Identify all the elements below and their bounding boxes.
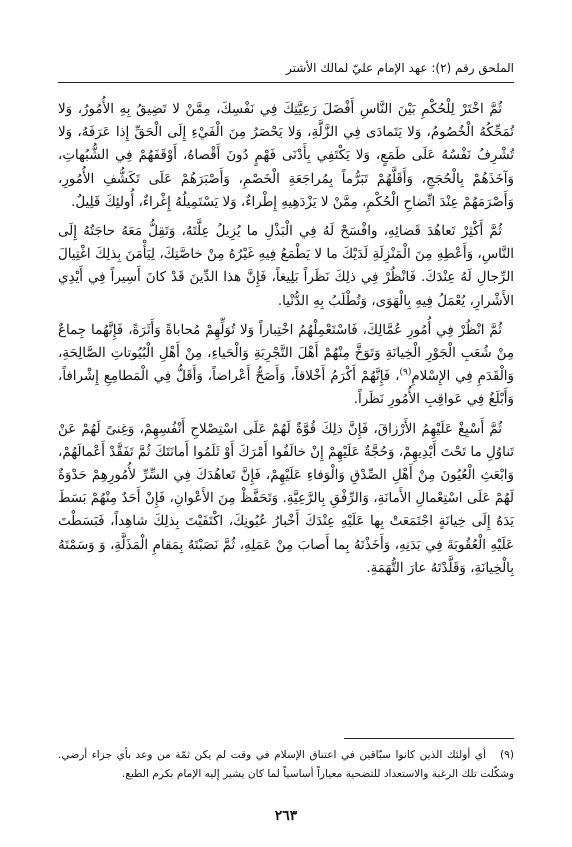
header-divider [58, 82, 514, 83]
paragraph-officials [58, 319, 514, 412]
main-text [58, 98, 514, 586]
footnote-divider [344, 738, 514, 739]
footnote-reference: (٩) [399, 367, 412, 378]
running-head: الملحق رقم (٢): عهد الإمام عليّ لمالك الأشتر [285, 61, 514, 75]
paragraph-judge-care: ثُمَّ أَكْثِرْ تَعاهُدَ قَضائِهِ، وافْسَحْ لَهُ فِي الْبَذْلِ ما يُزِيلُ عِلَّتَهُ، وَتَقِلُّ مَعَهُ حاجَتُهُ إِلَى النَّاسِ، وَأَعْطِهِ مِنَ الْمَنْزِلَةِ لَدَيْكَ ما لا يَطْمَعُ فِيهِ غَيْرُهُ مِنْ خاصَّتِكَ، لِيَأْمَنَ بِذلِكَ اغْتِيالَ الرِّجالِ لَهُ عِنْدَكَ. فَانْظُرْ فِي ذلِكَ نَظَراً بَلِيغاً، فَإِنَّ هذا الدِّينَ قَدْ كانَ أَسِيراً فِي أَيْدِي الأَشْرارِ، يُعْمَلُ فِيهِ بِالْهَوَى، وَتُطْلَبُ بِهِ الدُّنْيا. [58, 224, 514, 309]
footnote-number: (٩) [500, 749, 514, 761]
footnote [58, 746, 514, 784]
paragraph-judges: ثُمَّ اخْتَرْ لِلْحُكْمِ بَيْنَ النَّاسِ أَفْضَلَ رَعِيَّتِكَ فِي نَفْسِكَ، مِمَّنْ لا تَضِيقُ بِهِ الأُمُورُ، وَلا تُمَحِّكُهُ الْخُصُومُ، وَلا يَتَمادَى فِي الزَّلَّةِ، وَلا يَحْصَرُ مِنَ الْفَيْءِ إِلَى الْحَقِّ إِذا عَرَفَهُ، وَلا تُشْرِفُ نَفْسُهُ عَلَى طَمَعٍ، وَلا يَكْتَفِي بِأَدْنَى فَهْمٍ دُونَ أَقْصاهُ، أَوْقَفَهُمْ فِي الشُّبُهاتِ، وَآخَذَهُمْ بِالْحُجَجِ، وَأَقَلَّهُمْ تَبَرُّماً بِمُراجَعَةِ الْخَصْمِ، وَأَصْبَرَهُمْ عَلَى تَكَشُّفِ الأُمُورِ، وَأَصْرَمَهُمْ عِنْدَ اتِّضاحِ الْحُكْمِ، مِمَّنْ لا يَزْدَهِيهِ إِطْراءٌ، وَلا يَسْتَمِيلُهُ إِغْراءٌ، أُولئِكَ قَلِيلٌ. [58, 102, 514, 210]
paragraph-salaries: ثُمَّ أَسْبِغْ عَلَيْهِمُ الأَرْزاقَ، فَإِنَّ ذلِكَ قُوَّةٌ لَهُمْ عَلَى اسْتِصْلاحِ أَنْفُسِهِمْ، وَغِنىً لَهُمْ عَنْ تَناوُلِ ما تَحْتَ أَيْدِيهِمْ، وَحُجَّةٌ عَلَيْهِمْ إِنْ خالَفُوا أَمْرَكَ أَوْ ثَلَمُوا أَمانَتَكَ ثُمَّ تَفَقَّدْ أَعْمالَهُمْ، وَابْعَثِ الْعُيُونَ مِنْ أَهْلِ الصِّدْقِ وَالْوَفاءِ عَلَيْهِمْ، فَإِنَّ تَعاهُدَكَ فِي السِّرِّ لأُمُورِهِمْ حَدْوَةٌ لَهُمْ عَلَى اسْتِعْمالِ الأَمانَةِ، وَالرِّفْقِ بِالرَّعِيَّةِ. وَتَحَفَّظْ مِنَ الأَعْوانِ، فَإِنْ أَحَدٌ مِنْهُمْ بَسَطَ يَدَهُ إِلَى خِيانَةٍ اجْتَمَعَتْ بِها عَلَيْهِ عِنْدَكَ أَخْبارُ عُيُونِكَ، اكْتَفَيْتَ بِذلِكَ شاهِداً، فَبَسَطْتَ عَلَيْهِ الْعُقُوبَةَ فِي بَدَنِهِ، وَأَخَذْتَهُ بِما أَصابَ مِنْ عَمَلِهِ، ثُمَّ نَصَبْتَهُ بِمَقامِ الْمَذَلَّةِ، وَ وَسَمْتَهُ بِالْخِيانَةِ، وَقَلَّدْتَهُ عارَ التُّهَمَةِ. [58, 421, 514, 576]
paragraph-officials-text-cont: ، فَإِنَّهُمْ أَكْرَمُ أَخْلاقاً، وَأَصَحُّ أَعْراضاً، وَأَقَلُّ فِي الْمَطامِعِ إِشْرافاً، وَأَبْلَغُ فِي عَواقِبِ الأُمُورِ نَظَراً. [58, 369, 514, 408]
page-number: ٢٦٣ [274, 808, 298, 824]
paragraph-officials-text: ثُمَّ انْظُرْ فِي أُمُورِ عُمَّالِكَ، فَاسْتَعْمِلْهُمُ اخْتِباراً وَلا تُوَلِّهِمْ مُحاباةً وَأَثَرَةً، فَإِنَّهُما جِماعٌ مِنْ شُعَبِ الْجَوْرِ الْخِيانَةِ وَتَوَخَّ مِنْهُمْ أَهْلَ التَّجْرِبَةِ وَالْحَياءِ، مِنْ أَهْلِ الْبُيُوتاتِ الصَّالِحَةِ، وَالْقَدَمِ فِي الإِسْلامِ [58, 322, 514, 385]
footnote-text: أي أولئك الذين كانوا سبّاقين في اعتناق الإسلام في وقت لم يكن ثمّة من وعد بأي جزاء أرضي. وشكّلت تلك الرغبة والاستعداد للتضحية معياراً أساسياً لما كان يشير إليه الإمام بكرم الطبع. [58, 749, 514, 780]
